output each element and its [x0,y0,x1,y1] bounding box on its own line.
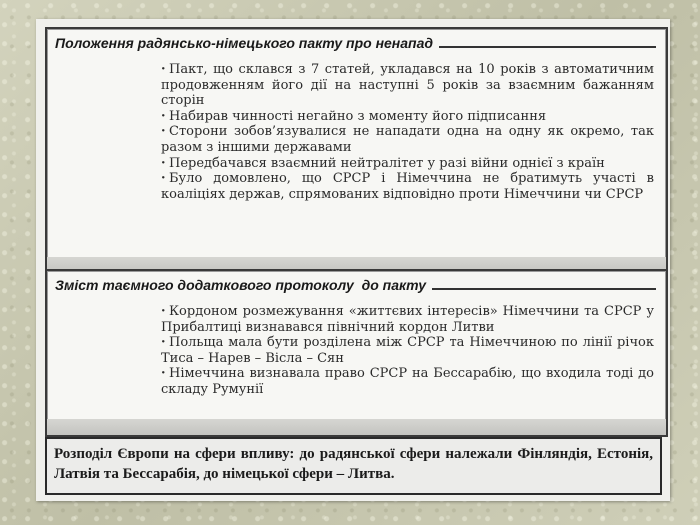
list-item-text: Кордоном розмежування «життєвих інтересів» Німеччини та СРСР у Прибалтиці визнавався північний кордон Литви [161,304,654,335]
list-item-text: Було домовлено, що СРСР і Німеччина не братимуть участі в коаліціях держав, спрямованих відповідно проти Німеччини чи СРСР [161,171,654,202]
bullet-icon: · [161,62,166,77]
bullet-icon: · [161,304,166,319]
list-item-text: Польща мала бути розділена між СРСР та Німеччиною по лінії річок Тиса – Нарев – Вісла – Сян [161,335,654,366]
slide-page [36,19,670,501]
pact-provisions-box [45,27,668,275]
list-item [161,109,654,125]
bullet-icon: · [161,124,166,140]
pact-provisions-list [161,62,654,202]
list-item-text: Пакт, що склався з 7 статей, укладався на 10 років з автоматичним продовженням його дії на наступні 5 років за взаємним бажанням сторін [161,62,654,109]
list-item [161,62,654,109]
bullet-icon: · [161,366,166,382]
secret-protocol-list [161,304,654,398]
list-item [161,171,654,202]
list-item [161,335,654,366]
bullet-icon: · [161,155,166,171]
list-item [161,366,654,397]
secret-protocol-heading [55,277,656,293]
secret-protocol-heading-text: Зміст таємного додаткового протоколу до пакту [55,277,426,293]
heading-underline [439,46,656,48]
list-item-text: Передбачався взаємний нейтралітет у разі війни однієї з країн [169,155,605,171]
bullet-icon: · [161,335,166,351]
spheres-of-influence-summary: Розподіл Європи на сфери впливу: до радянської сфери належали Фінляндія, Естонія, Латвія та Бессарабія, до німецької сфери – Литва. [45,437,662,495]
heading-underline [432,288,656,290]
list-item [161,124,654,155]
bullet-icon: · [161,171,166,187]
pact-provisions-heading-text: Положення радянсько-німецького пакту про ненапад [55,35,434,51]
list-item-text: Набирав чинності негайно з моменту його підписання [169,108,547,124]
bullet-icon: · [161,108,166,124]
secret-protocol-box [45,269,668,437]
list-item [161,304,654,335]
pact-provisions-heading [55,35,656,51]
list-item-text: Німеччина визнавала право СРСР на Бессарабію, що входила тоді до складу Румунії [161,366,654,397]
list-item [161,156,654,172]
box-bottom-band [47,419,666,435]
list-item-text: Сторони зобов’язувалися не нападати одна на одну як окремо, так разом з іншими державами [161,124,654,155]
